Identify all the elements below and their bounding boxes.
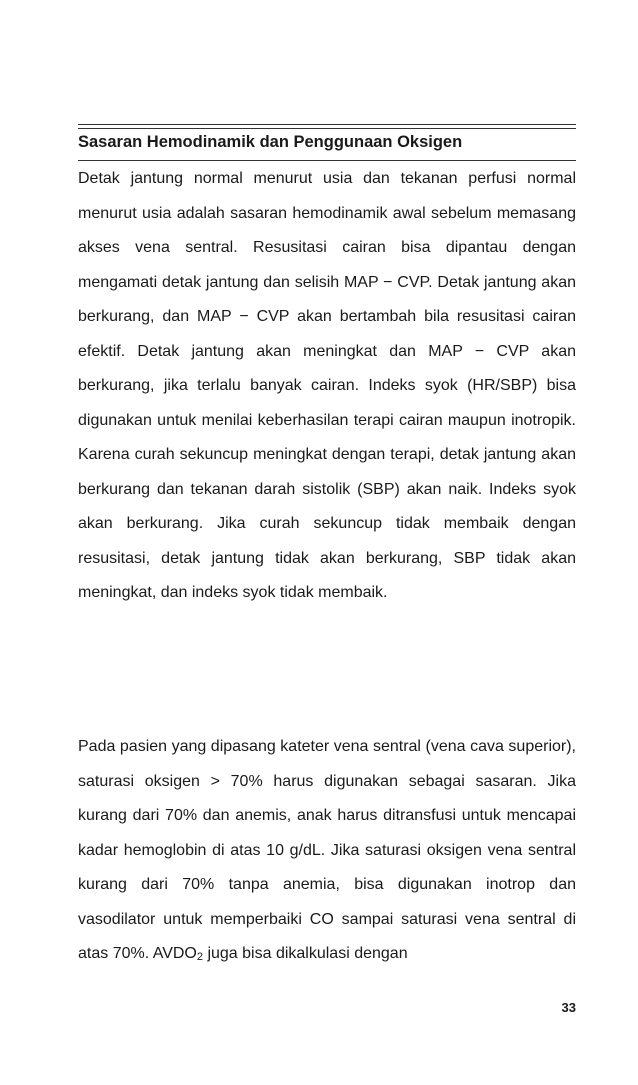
avdo-subscript: 2 bbox=[196, 951, 203, 963]
page-number: 33 bbox=[561, 1000, 576, 1015]
document-page bbox=[78, 0, 576, 1085]
section-title: Sasaran Hemodinamik dan Penggunaan Oksigen bbox=[78, 133, 463, 151]
paragraph-oxygen-saturation bbox=[78, 730, 576, 972]
section-title-underline bbox=[78, 160, 576, 161]
section-top-double-rule bbox=[78, 124, 576, 129]
paragraph-text: Pada pasien yang dipasang kateter vena sentral (vena cava superior), saturasi oksigen > 70% harus digunakan sebagai sasaran. Jika kurang dari 70% dan anemis, anak harus ditransfusi untuk mencapai kadar hemoglobin di atas 10 g/dL. Jika saturasi oksigen vena sentral kurang dari 70% tanpa anemia, bisa digunakan inotrop dan vasodilator untuk memperbaiki CO sampai saturasi vena sentral di atas 70%. AVDO bbox=[78, 738, 576, 962]
paragraph-hemodynamic-targets: Detak jantung normal menurut usia dan tekanan perfusi normal menurut usia adalah sasaran hemodinamik awal sebelum memasang akses vena sentral. Resusitasi cairan bisa dipantau dengan mengamati detak jantung dan selisih MAP − CVP. Detak jantung akan berkurang, dan MAP − CVP akan bertambah bila resusitasi cairan efektif. Detak jantung akan meningkat dan MAP − CVP akan berkurang, jika terlalu banyak cairan. Indeks syok (HR/SBP) bisa digunakan untuk menilai keberhasilan terapi cairan maupun inotropik. Karena curah sekuncup meningkat dengan terapi, detak jantung akan berkurang dan tekanan darah sistolik (SBP) akan naik. Indeks syok akan berkurang. Jika curah sekuncup tidak membaik dengan resusitasi, detak jantung tidak akan berkurang, SBP tidak akan meningkat, dan indeks syok tidak membaik. bbox=[78, 170, 576, 601]
paragraph-text-continued: juga bisa dikalkulasi dengan bbox=[203, 945, 408, 962]
